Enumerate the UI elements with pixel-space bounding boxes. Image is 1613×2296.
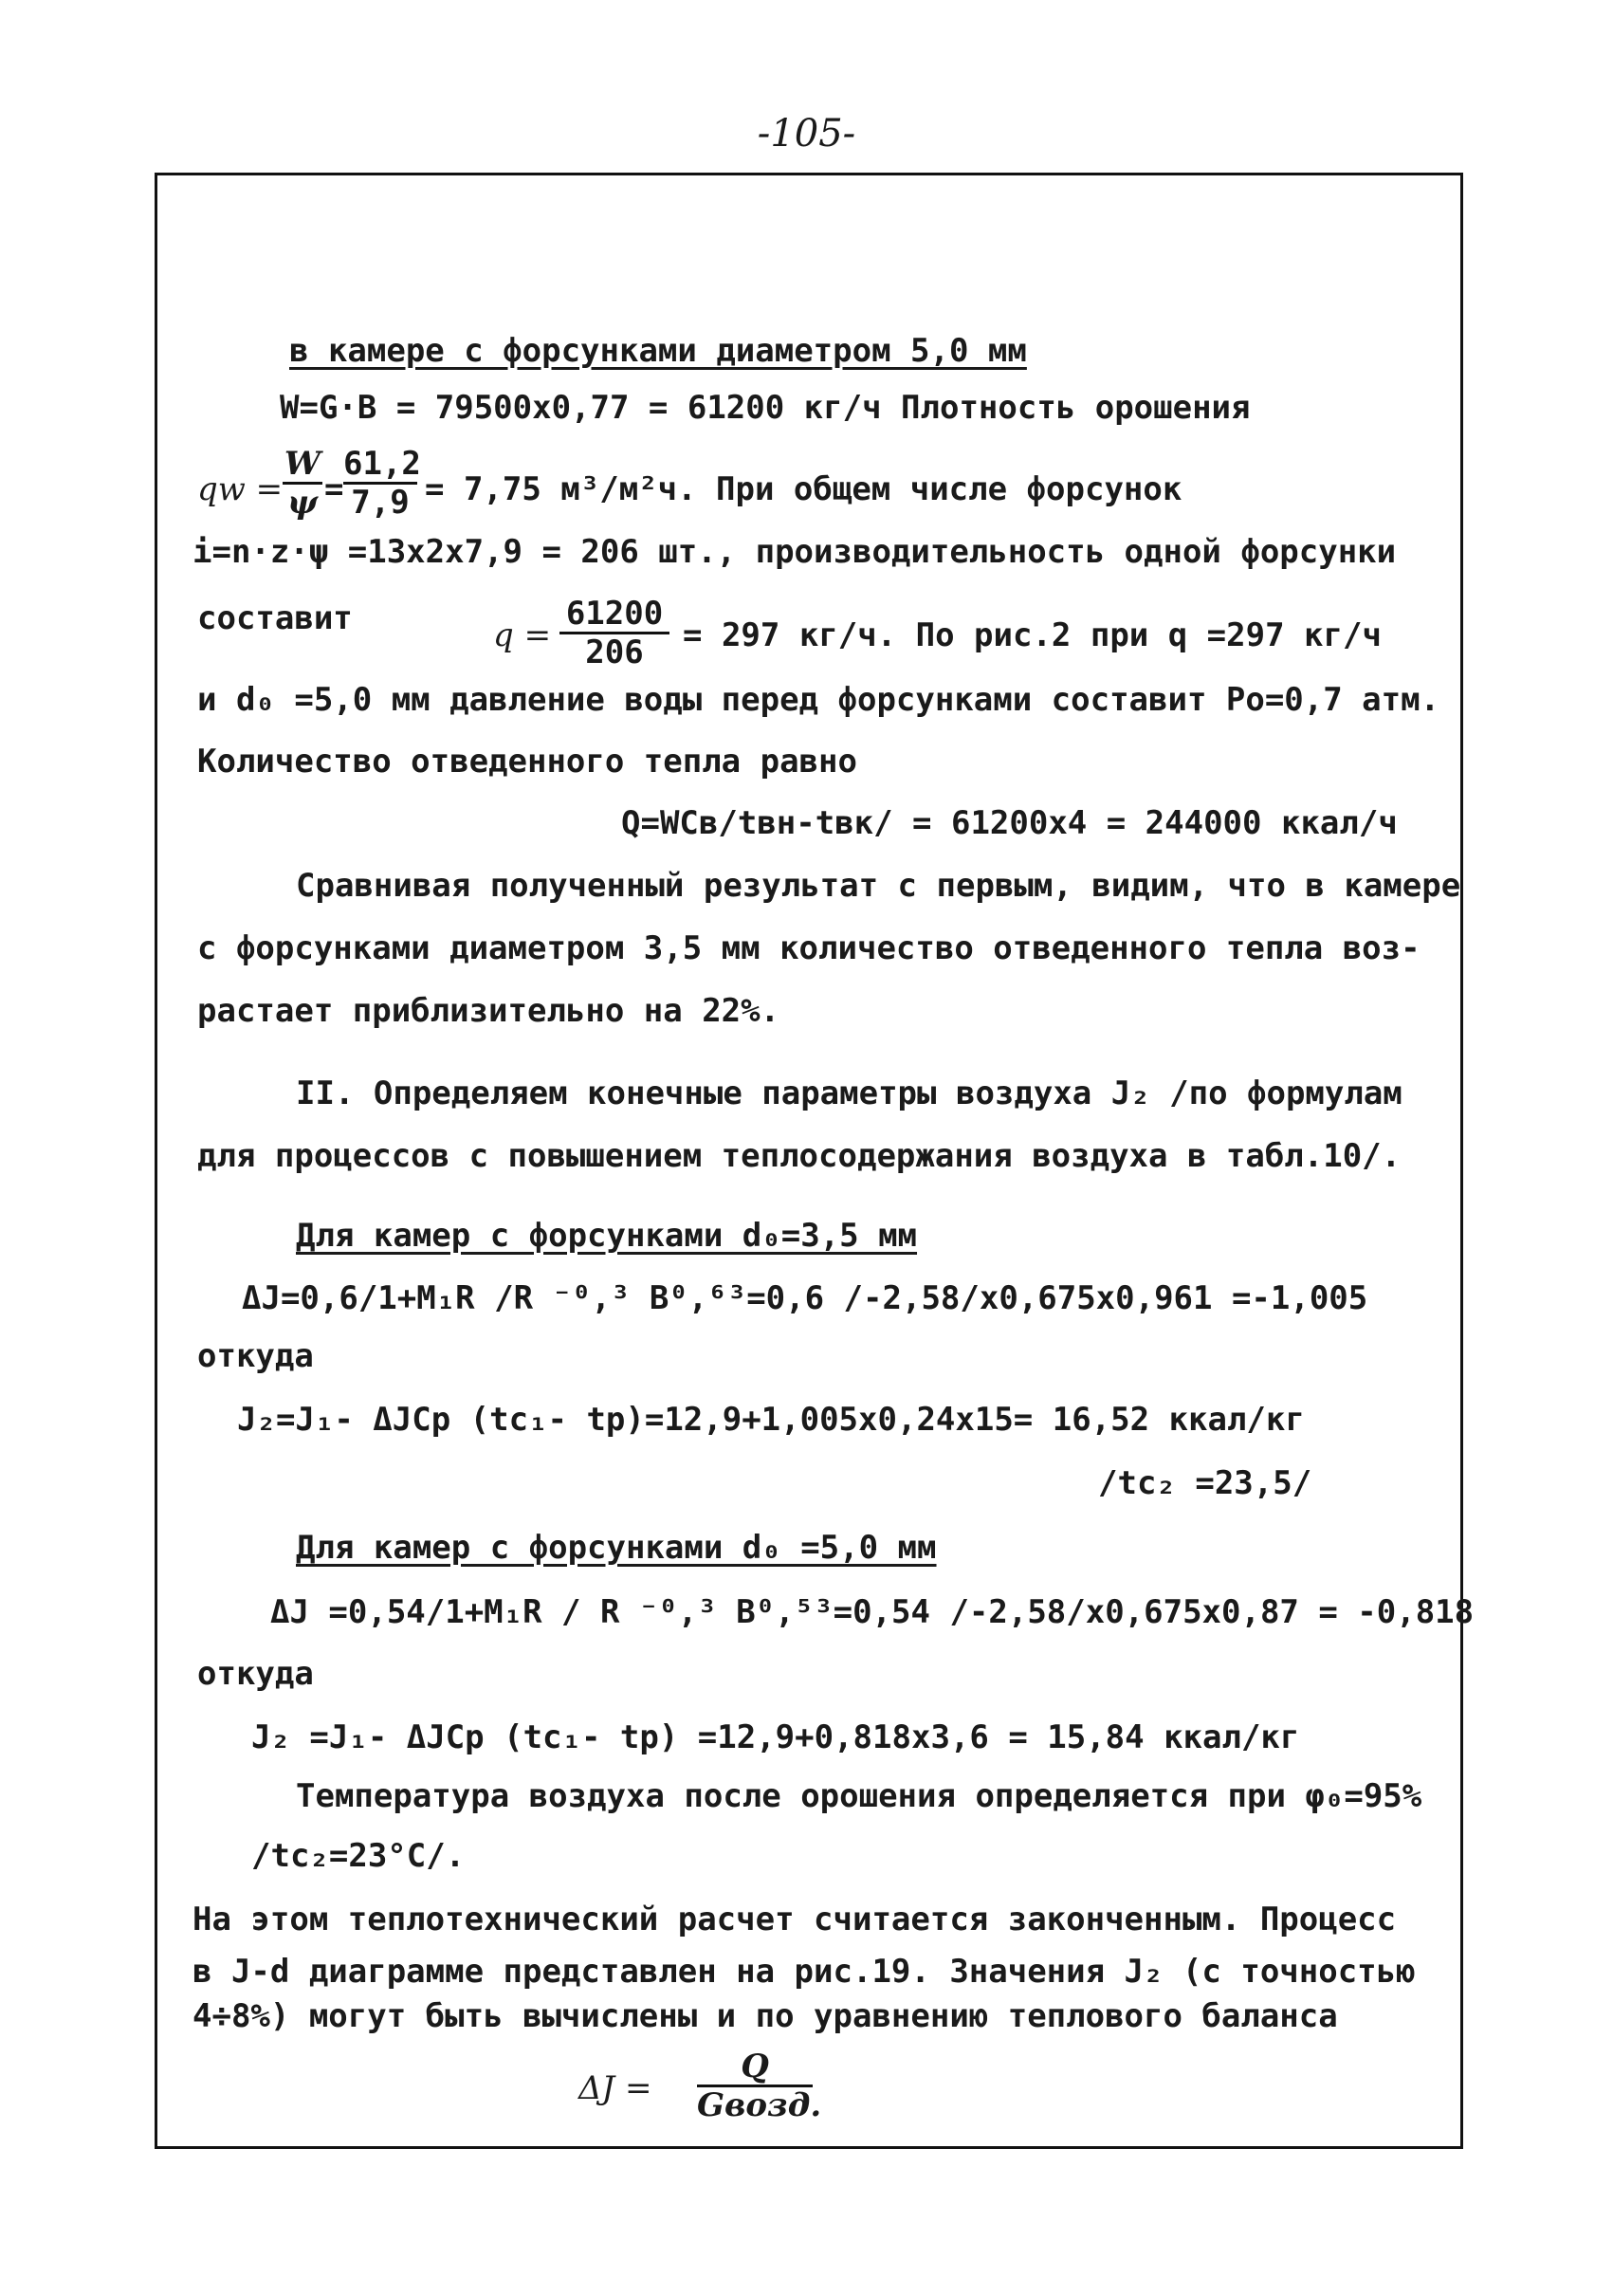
line-water-pressure: и d₀ =5,0 мм давление воды перед форсунками составит Ро=0,7 атм. — [197, 681, 1440, 719]
para-compare-2: с форсунками диаметром 3,5 мм количество отведенного тепла воз- — [197, 929, 1421, 967]
temperature-line-2: /tс₂=23°С/. — [251, 1837, 466, 1875]
q-result: = 297 кг/ч. По рис.2 при q =297 кг/ч — [683, 616, 1382, 654]
q-lead: составит — [197, 599, 353, 637]
heading-chamber-3-5mm: Для камер с форсунками d₀=3,5 мм — [296, 1217, 918, 1255]
line-heat-title: Количество отведенного тепла равно — [197, 743, 857, 781]
qw-lhs: qw = — [197, 470, 284, 508]
qw-numerator-1: W — [284, 445, 321, 483]
qw-denominator-1: ψ — [283, 482, 322, 521]
q-numerator: 61200 — [565, 595, 664, 633]
final-line-1: На этом теплотехнический расчет считается законченным. Процесс — [192, 1901, 1397, 1938]
balance-numerator: Q — [741, 2048, 769, 2085]
para-compare-1: Сравнивая полученный результат с первым, видим, что в камере — [296, 867, 1461, 905]
formula-J2-5-0: J₂ =J₁- ΔJCр (tс₁- tр) =12,9+0,818x3,6 = 15,84 ккал/кг — [251, 1718, 1300, 1756]
section-2-line-1: II. Определяем конечные параметры воздуха J₂ /по формулам — [296, 1075, 1402, 1112]
q-fraction — [559, 596, 669, 670]
formula-heat-Q: Q=WCв/tвн-tвк/ = 61200x4 = 244000 ккал/ч — [621, 804, 1398, 842]
word-otkuda-2: откуда — [197, 1655, 314, 1693]
word-otkuda-1: откуда — [197, 1337, 314, 1375]
final-line-2: в J-d диаграмме представлен на рис.19. Значения J₂ (с точностью — [192, 1953, 1416, 1991]
line-nozzle-count: i=n·z·ψ =13x2x7,9 = 206 шт., производительность одной форсунки — [192, 533, 1397, 571]
balance-lhs: ΔJ = — [578, 2069, 652, 2107]
qw-result: = 7,75 м³/м²ч. При общем числе форсунок — [425, 470, 1182, 508]
section-2-line-2: для процессов с повышением теплосодержания воздуха в табл.10/. — [197, 1137, 1402, 1175]
formula-dJ-5-0: ΔJ =0,54/1+M₁R / R ⁻⁰,³ B⁰,⁵³=0,54 /-2,58/x0,675x0,87 = -0,818 — [270, 1593, 1475, 1631]
line-water-flow: W=G·B = 79500x0,77 = 61200 кг/ч Плотность орошения — [280, 389, 1251, 427]
formula-J2-3-5: J₂=J₁- ΔJCр (tс₁- tр)=12,9+1,005x0,24x15= 16,52 ккал/кг — [237, 1401, 1305, 1439]
heading-chamber-5-0mm: Для камер с форсунками d₀ =5,0 мм — [296, 1529, 937, 1567]
q-denominator: 206 — [559, 632, 669, 670]
qw-denominator-2: 7,9 — [343, 482, 417, 521]
final-line-3: 4÷8%) могут быть вычислены и по уравнению теплового баланса — [192, 1997, 1338, 2035]
qw-numerator-2: 61,2 — [343, 445, 421, 483]
page-number: -105- — [757, 112, 856, 156]
para-compare-3: растает приблизительно на 22%. — [197, 992, 780, 1030]
qw-fraction-1 — [283, 446, 322, 521]
balance-denominator: Gвозд. — [697, 2086, 822, 2124]
temperature-line-1: Температура воздуха после орошения определяется при φ₀=95% — [296, 1777, 1422, 1815]
qw-eq2: = — [324, 470, 344, 508]
formula-dJ-3-5: ΔJ=0,6/1+M₁R /R ⁻⁰,³ B⁰,⁶³=0,6 /-2,58/x0,675x0,961 =-1,005 — [242, 1279, 1368, 1317]
balance-fraction — [697, 2048, 822, 2124]
formula-tc2-3-5: /tс₂ =23,5/ — [1098, 1464, 1312, 1502]
heading-chamber-5mm: в камере с форсунками диаметром 5,0 мм — [289, 332, 1027, 370]
qw-fraction-2 — [343, 445, 421, 522]
q-symbol: q = — [493, 616, 552, 654]
